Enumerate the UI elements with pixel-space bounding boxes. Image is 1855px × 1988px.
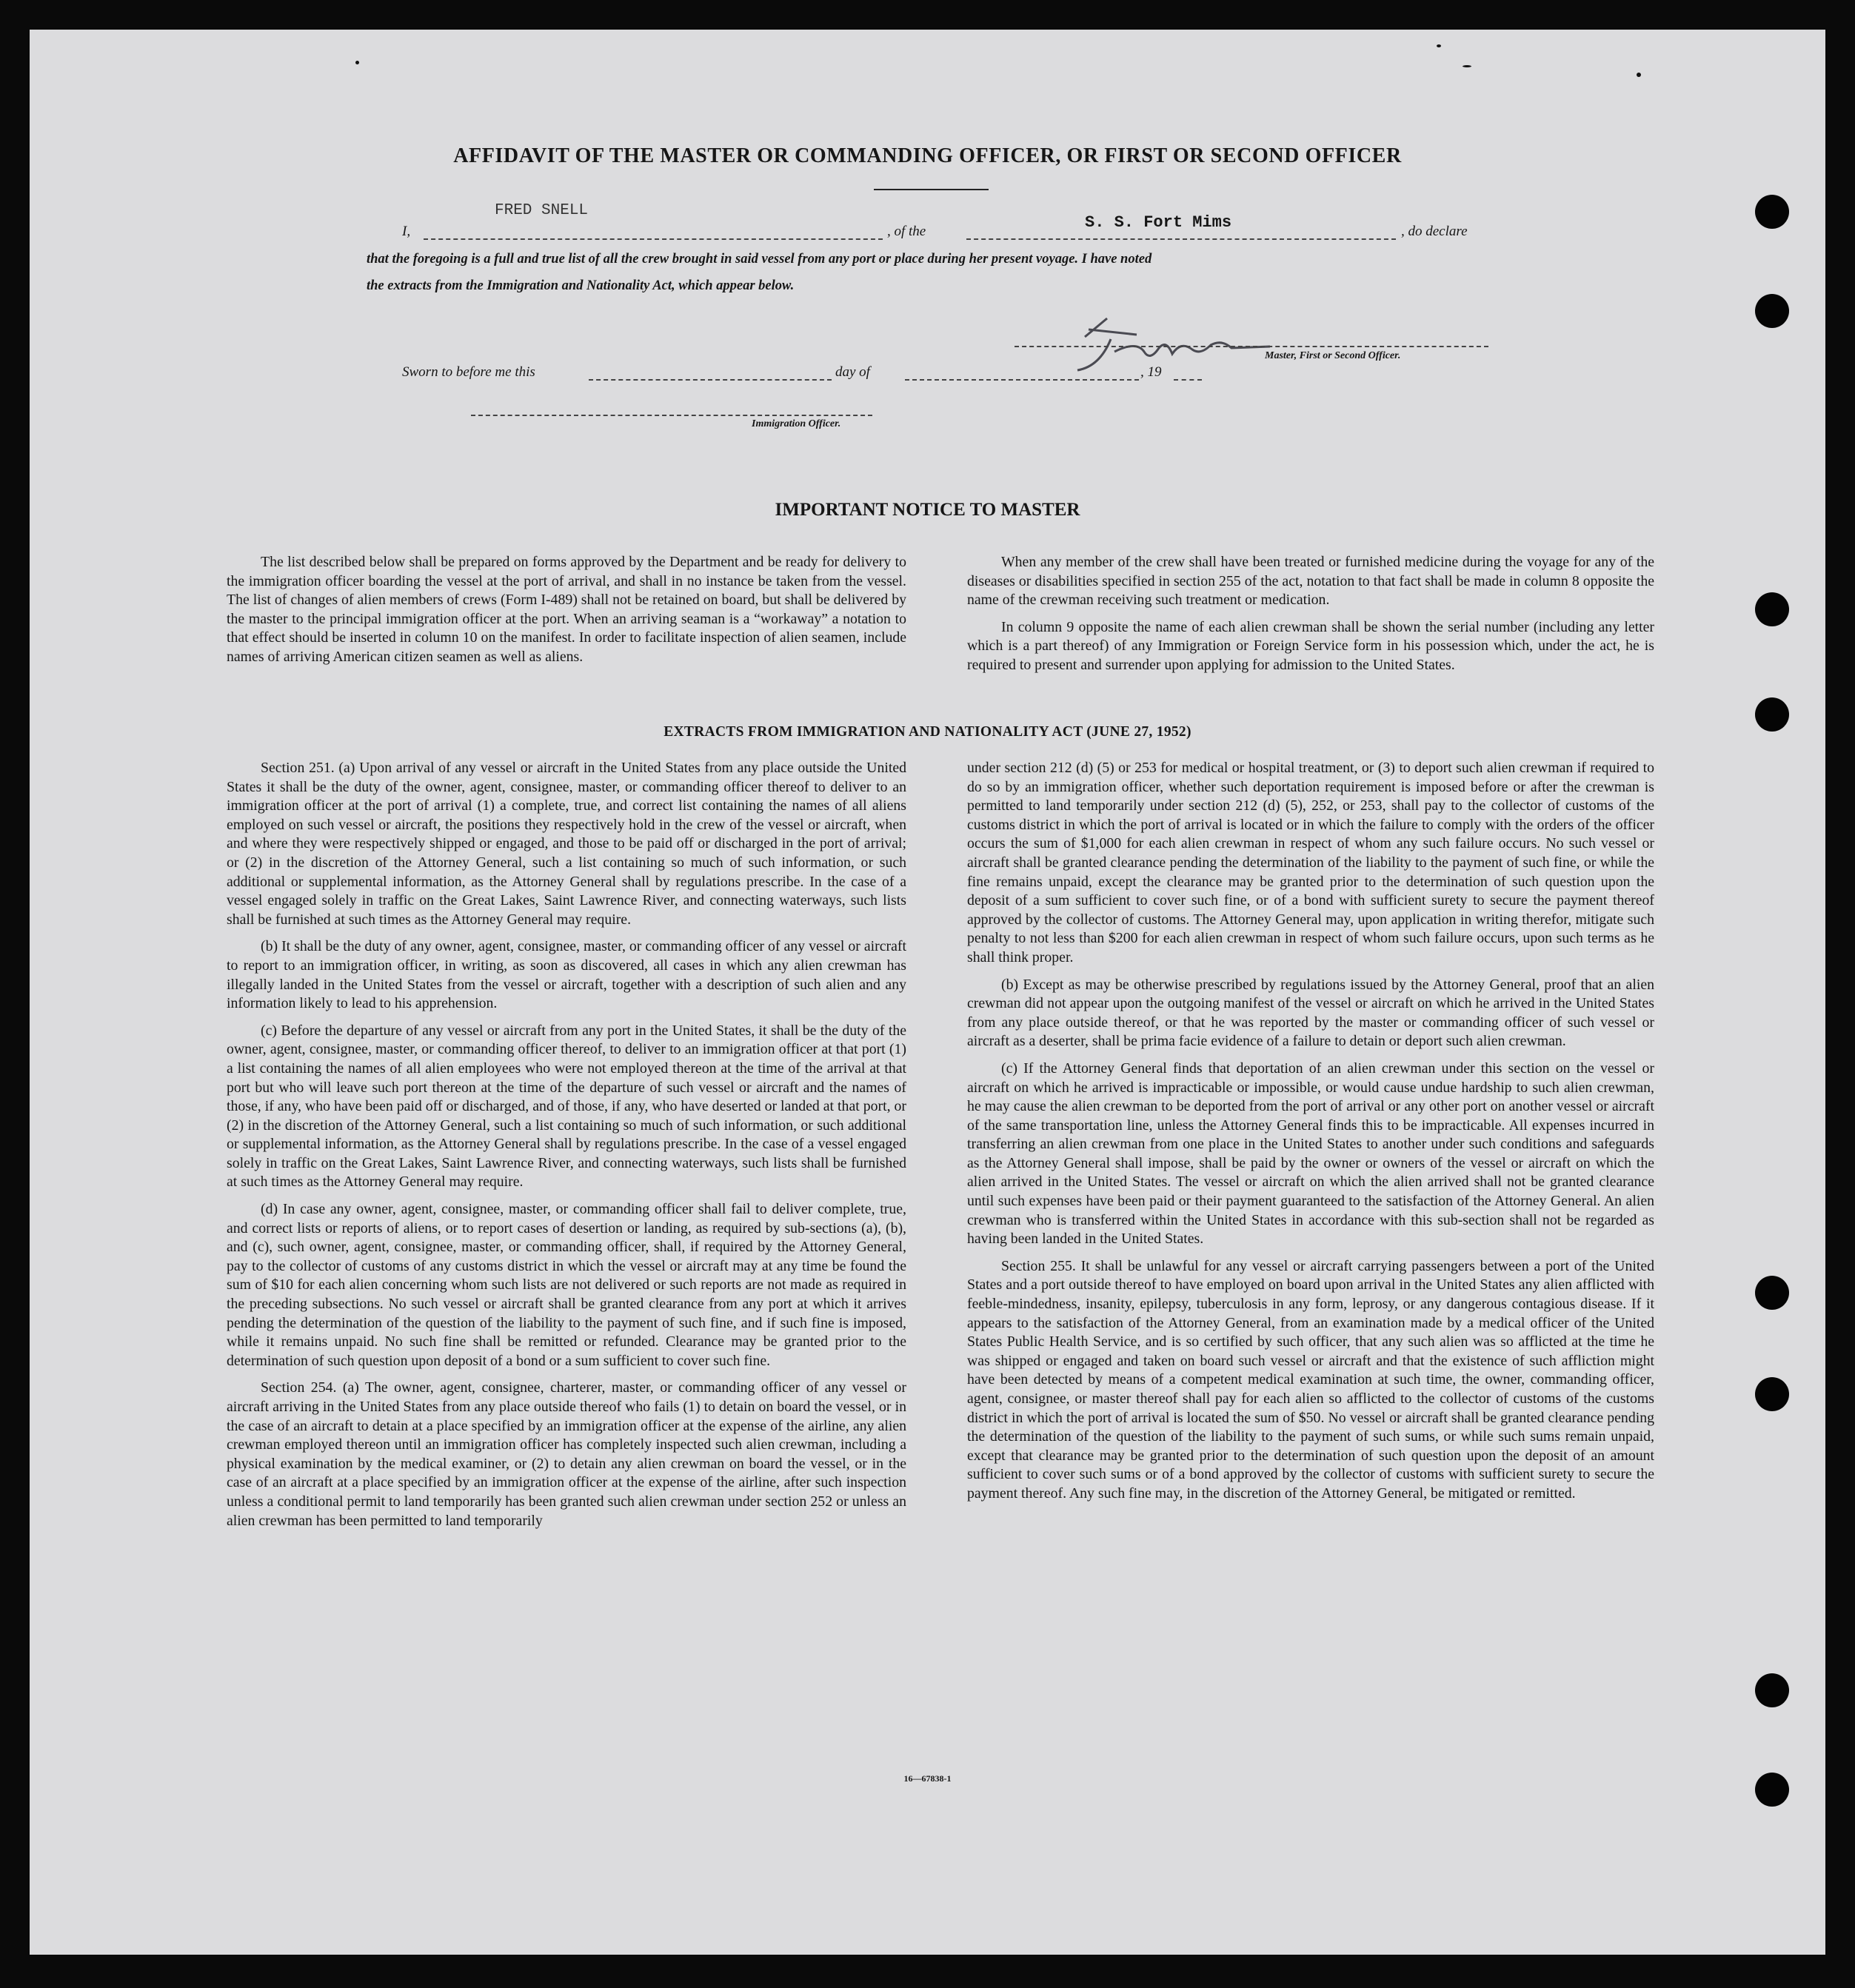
affidavit-i-label: I, bbox=[402, 224, 411, 239]
affidavit-title: AFFIDAVIT OF THE MASTER OR COMMANDING OFFICER, OR FIRST OR SECOND OFFICER bbox=[453, 144, 1402, 167]
punch-hole bbox=[1755, 1673, 1789, 1707]
signature-line bbox=[1015, 346, 1488, 347]
extracts-heading: EXTRACTS FROM IMMIGRATION AND NATIONALITY ACT (JUNE 27, 1952) bbox=[664, 724, 1191, 740]
punch-hole bbox=[1755, 195, 1789, 229]
notice-left-column bbox=[227, 553, 906, 675]
sworn-label: Sworn to before me this bbox=[402, 364, 535, 380]
master-signature bbox=[1055, 296, 1277, 378]
immigration-officer-caption: Immigration Officer. bbox=[752, 418, 841, 429]
sworn-day-line[interactable] bbox=[589, 379, 832, 381]
sworn-year-line[interactable] bbox=[1174, 379, 1202, 381]
master-name-field[interactable]: FRED SNELL bbox=[495, 202, 589, 219]
extracts-right-column bbox=[967, 759, 1654, 1512]
extract-paragraph: (c) If the Attorney General finds that deportation of an alien crewman under this section on the vessel or aircraft on which he arrived is impracticable or impossible, or would cause undue hardship to such alien crewman, he may cause the alien crewman to be deported from the port of arrival or any other port on another vessel or aircraft of the same transportation line, unless the Attorney General finds this to be impracticable. All expenses incurred in transferring an alien crewman from one place in the United States to another under such conditions and safeguards as the Attorney General shall impose, shall be paid by the owner or owners of the vessel or aircraft on which the alien arrived in the United States. The vessel or aircraft on which the alien arrived shall not be granted clearance until such expenses have been paid or their payment guaranteed to the satisfaction of the Attorney General. An alien crewman who is transferred within the United States in accordance with this sub-section shall not be regarded as having been landed in the United States. bbox=[967, 1060, 1654, 1248]
day-of-label: day of bbox=[835, 364, 870, 380]
speck-mark bbox=[1437, 44, 1441, 47]
extract-paragraph: Section 254. (a) The owner, agent, consignee, charterer, master, or commanding officer of any vessel or aircraft arriving in the United States from any place outside thereof who fails (1) to detain on board the vessel, or in the case of an aircraft to detain at a place specified by an immigration officer at the expense of the airline, any alien crewman employed thereon until an immigration officer has completely inspected such alien crewman, including a physical examination by the medical examiner, or (2) to detain any alien crewman on board the vessel, or in the case of an aircraft at a place specified by an immigration officer at the expense of the airline, after such inspection unless a conditional permit to land temporarily has been granted such alien crewman under section 252 or unless an alien crewman has been permitted to land temporarily bbox=[227, 1379, 906, 1529]
extract-paragraph: (b) Except as may be otherwise prescribed by regulations issued by the Attorney General, proof that an alien crewman did not appear upon the outgoing manifest of the vessel or aircraft on which he arrived in the United States from any place outside thereof, or that he was reported by the master or commanding officer of such vessel or aircraft as a deserter, shall be prima facie evidence of a failure to detain or deport such alien crewman. bbox=[967, 976, 1654, 1050]
document-page bbox=[30, 30, 1825, 1955]
extract-paragraph: under section 212 (d) (5) or 253 for medical or hospital treatment, or (3) to deport such alien crewman if required to do so by an immigration officer, whether such deportation requirement is imposed before or after the crewman is permitted to land temporarily under section 212 (d) (5), 252, or 253, shall pay to the collector of customs of the customs district in which the port of arrival is located or in which the failure to comply with the orders of the officer occurs the sum of $1,000 for each alien crewman in respect of whom any such failure occurs. No such vessel or aircraft shall be granted clearance pending the determination of the liability to the payment of such fine, or while the fine remains unpaid, except the clearance may be granted prior to the determination of such question upon the deposit of a sum sufficient to cover such fine, or of a bond with sufficient surety to secure the payment thereof approved by the collector of customs. The Attorney General may, upon application in writing therefor, mitigate such penalty to not less than $200 for each alien crewman in respect of whom such failure occurs, upon such terms as he shall think proper. bbox=[967, 760, 1654, 965]
form-number: 16—67838-1 bbox=[903, 1773, 952, 1784]
punch-hole bbox=[1755, 294, 1789, 328]
punch-hole bbox=[1755, 1377, 1789, 1411]
extract-paragraph: Section 251. (a) Upon arrival of any vessel or aircraft in the United States from any place outside the United States it shall be the duty of the owner, agent, consignee, master, or commanding officer thereof to deliver to an immigration officer at the port of arrival (1) a complete, true, and correct list containing the names of all aliens employed on such vessel or aircraft, the positions they respectively hold in the crew of the vessel or aircraft, when and where they were respectively shipped or engaged, and those to be paid off or discharged in the port of arrival; or (2) in the discretion of the Attorney General, such a list containing so much of such information, or such additional or supplemental information, as the Attorney General shall by regulations prescribe. In the case of a vessel engaged solely in traffic on the Great Lakes, Saint Lawrence River, and connecting waterways, such lists shall be furnished at such times as the Attorney General may require. bbox=[227, 760, 906, 928]
extract-paragraph: (d) In case any owner, agent, consignee, master, or commanding officer shall fail to deliver complete, true, and correct lists or reports of aliens, or to report cases of desertion or landing, as required by sub-sections (a), (b), and (c), such owner, agent, consignee, master, or commanding officer, shall, if required by the Attorney General, pay to the collector of customs of any customs district in which the vessel or aircraft may at any time be found the sum of $10 for each alien concerning whom such lists are not delivered or such reports are not made as required in the preceding subsections. No such vessel or aircraft shall be granted clearance from any port at which it arrives pending the determination of the question of the liability to the payment of such fine, and if such fine is imposed, while it remains unpaid. No such fine shall be remitted or refunded. Clearance may be granted prior to the determination of such question upon deposit of a bond or a sum sufficient to cover such fine. bbox=[227, 1201, 906, 1369]
of-the-label: , of the bbox=[887, 224, 926, 239]
speck-mark bbox=[1463, 65, 1471, 67]
notice-paragraph: In column 9 opposite the name of each alien crewman shall be shown the serial number (including any letter which is a part thereof) of any Immigration or Foreign Service form in his possession which, under the act, he is required to present and surrender upon applying for admission to the United States. bbox=[967, 618, 1654, 673]
speck-mark bbox=[355, 61, 359, 64]
extract-paragraph: (b) It shall be the duty of any owner, agent, consignee, master, or commanding officer of any vessel or aircraft to report to an immigration officer, in writing, as soon as discovered, all cases in which any alien crewman has illegally landed in the United States from the vessel or aircraft, together with a description of such alien and any information likely to lead to his apprehension. bbox=[227, 938, 906, 1012]
year-prefix-label: , 19 bbox=[1140, 364, 1162, 380]
immigration-officer-line bbox=[471, 415, 872, 416]
affidavit-statement-line2: the extracts from the Immigration and Nationality Act, which appear below. bbox=[367, 278, 795, 293]
affidavit-statement-line1: that the foregoing is a full and true list of all the crew brought in said vessel from any port or place during her present voyage. I have noted bbox=[367, 252, 1152, 267]
notice-paragraph: The list described below shall be prepared on forms approved by the Department and be ready for delivery to the immigration officer boarding the vessel at the port of arrival, and shall in no instance be taken from the vessel. The list of changes of alien members of crews (Form I-489) shall not be retained on board, but shall be delivered by the master to the principal immigration officer at the port. When an arriving seaman is a “workaway” a notation to that effect should be inserted in column 10 on the manifest. In order to facilitate inspection of alien seamen, include names of arriving American citizen seamen as well as aliens. bbox=[227, 554, 906, 665]
vessel-name-field[interactable]: S. S. Fort Mims bbox=[1085, 213, 1232, 232]
notice-paragraph: When any member of the crew shall have been treated or furnished medicine during the voyage for any of the diseases or disabilities specified in section 255 of the act, notation to that fact shall be made in column 8 opposite the name of the crewman receiving such treatment or medication. bbox=[967, 554, 1654, 609]
declare-label: , do declare bbox=[1401, 224, 1468, 239]
notice-heading: IMPORTANT NOTICE TO MASTER bbox=[775, 500, 1080, 520]
extract-paragraph: (c) Before the departure of any vessel or aircraft from any port in the United States, it shall be the duty of the owner, agent, consignee, master, or commanding officer thereof, to deliver to an immigration officer at that port (1) a list containing the names of all alien employees who were not employed thereon at the time of the arrival at that port but who will leave such port thereon at the time of the departure of such vessel or aircraft and the names of those, if any, who have been paid off or discharged, and of those, if any, who have deserted or landed at that port, or (2) in the discretion of the Attorney General, such a list containing so much of such information, or such additional or supplemental information, as the Attorney General shall by regulations prescribe. In the case of a vessel engaged solely in traffic on the Great Lakes, Saint Lawrence River, and connecting waterways, such lists shall be furnished at such times as the Attorney General may require. bbox=[227, 1022, 906, 1191]
punch-hole bbox=[1755, 1276, 1789, 1310]
extract-paragraph: Section 255. It shall be unlawful for any vessel or aircraft carrying passengers between a port of the United States and a port outside thereof to have employed on board upon arrival in the United States any alien afflicted with feeble-mindedness, insanity, epilepsy, tuberculosis in any form, leprosy, or any dangerous contagious disease. If it appears to the satisfaction of the Attorney General, from an examination made by a medical officer of the United States Public Health Service, and is so certified by such officer, that any such alien was so afflicted at the time he was shipped or engaged and taken on board such vessel or aircraft and that the existence of such affliction might have been detected by means of a competent medical examination at such time, the owner, commanding officer, agent, consignee, or master thereof shall pay for each alien so afflicted to the collector of customs of the customs district in which the port of arrival is located the sum of $50. No vessel or aircraft shall be granted clearance pending the determination of the question of the liability to the payment of such sums, or while such sums remain unpaid, except that clearance may be granted prior to the determination of such question upon the deposit of an amount sufficient to cover such sums or of a bond approved by the collector of customs with sufficient surety to secure the payment thereof. Any such fine may, in the discretion of the Attorney General, be mitigated or remitted. bbox=[967, 1257, 1654, 1502]
sworn-month-line[interactable] bbox=[905, 379, 1139, 381]
signature-caption: Master, First or Second Officer. bbox=[1265, 350, 1401, 361]
punch-hole bbox=[1755, 592, 1789, 626]
notice-right-column bbox=[967, 553, 1654, 683]
title-divider bbox=[874, 189, 989, 190]
extracts-left-column bbox=[227, 759, 906, 1539]
speck-mark bbox=[1637, 73, 1641, 77]
vessel-name-line bbox=[966, 238, 1396, 240]
master-name-line bbox=[424, 238, 883, 240]
